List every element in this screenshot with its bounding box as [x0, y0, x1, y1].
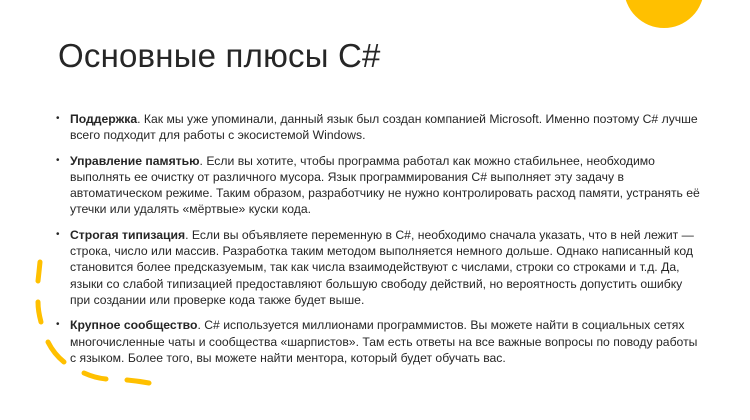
- bullet-text: . Если вы хотите, чтобы программа работал как можно стабильнее, необходимо выполнять ее очистку от различного мусора. Язык программирования C# выполняет эту задачу в автоматическом режиме. Таким образом, разработчику не нужно контролировать расход памяти, устранять её утечки или удалять «мёртвые» куски кода.: [70, 153, 700, 217]
- bullet-term: Строгая типизация: [70, 227, 186, 242]
- bullet-term: Поддержка: [70, 112, 138, 126]
- bullet-dot-icon: •: [56, 319, 60, 331]
- bullet-text: . Как мы уже упоминали, данный язык был создан компанией Microsoft. Именно поэтому C# лучше всего подходит для работы с экосистемой Windows.: [70, 112, 698, 143]
- bullet-list: [56, 111, 702, 375]
- bullet-term: Управление памятью: [70, 153, 200, 168]
- accent-circle-decoration: [624, 0, 704, 28]
- bullet-community: [56, 317, 702, 366]
- bullet-typing: [56, 227, 702, 308]
- bullet-support: [56, 111, 702, 144]
- bullet-dot-icon: •: [56, 154, 60, 166]
- bullet-dot-icon: •: [56, 228, 60, 240]
- dash-1: [38, 262, 40, 281]
- bullet-memory: [56, 153, 702, 218]
- bullet-text: . Если вы объявляете переменную в C#, необходимо сначала указать, что в ней лежит — строка, число или массив. Разработка таким методом выполняется немного дольше. Однако написанный код становится более предсказуемым, так как числа взаимодействуют с числами, строки со строками и т.д. Да, языки со слабой типизацией предоставляют большую свободу действий, но вероятность допустить ошибку при создании или проверке кода также будет выше.: [70, 227, 694, 307]
- bullet-dot-icon: •: [56, 113, 60, 124]
- bullet-term: Крупное сообщество: [70, 318, 198, 333]
- bullet-text: . C# используется миллионами программистов. Вы можете найти в социальных сетях многочисленные чаты и сообщества «шарпистов». Там есть ответы на все важные вопросы по поводу работы с языком. Более того, вы можете найти ментора, который будет обучать вас.: [70, 318, 698, 365]
- slide-title: Основные плюсы C#: [58, 37, 381, 74]
- dash-2: [38, 302, 41, 322]
- dash-5: [127, 380, 149, 383]
